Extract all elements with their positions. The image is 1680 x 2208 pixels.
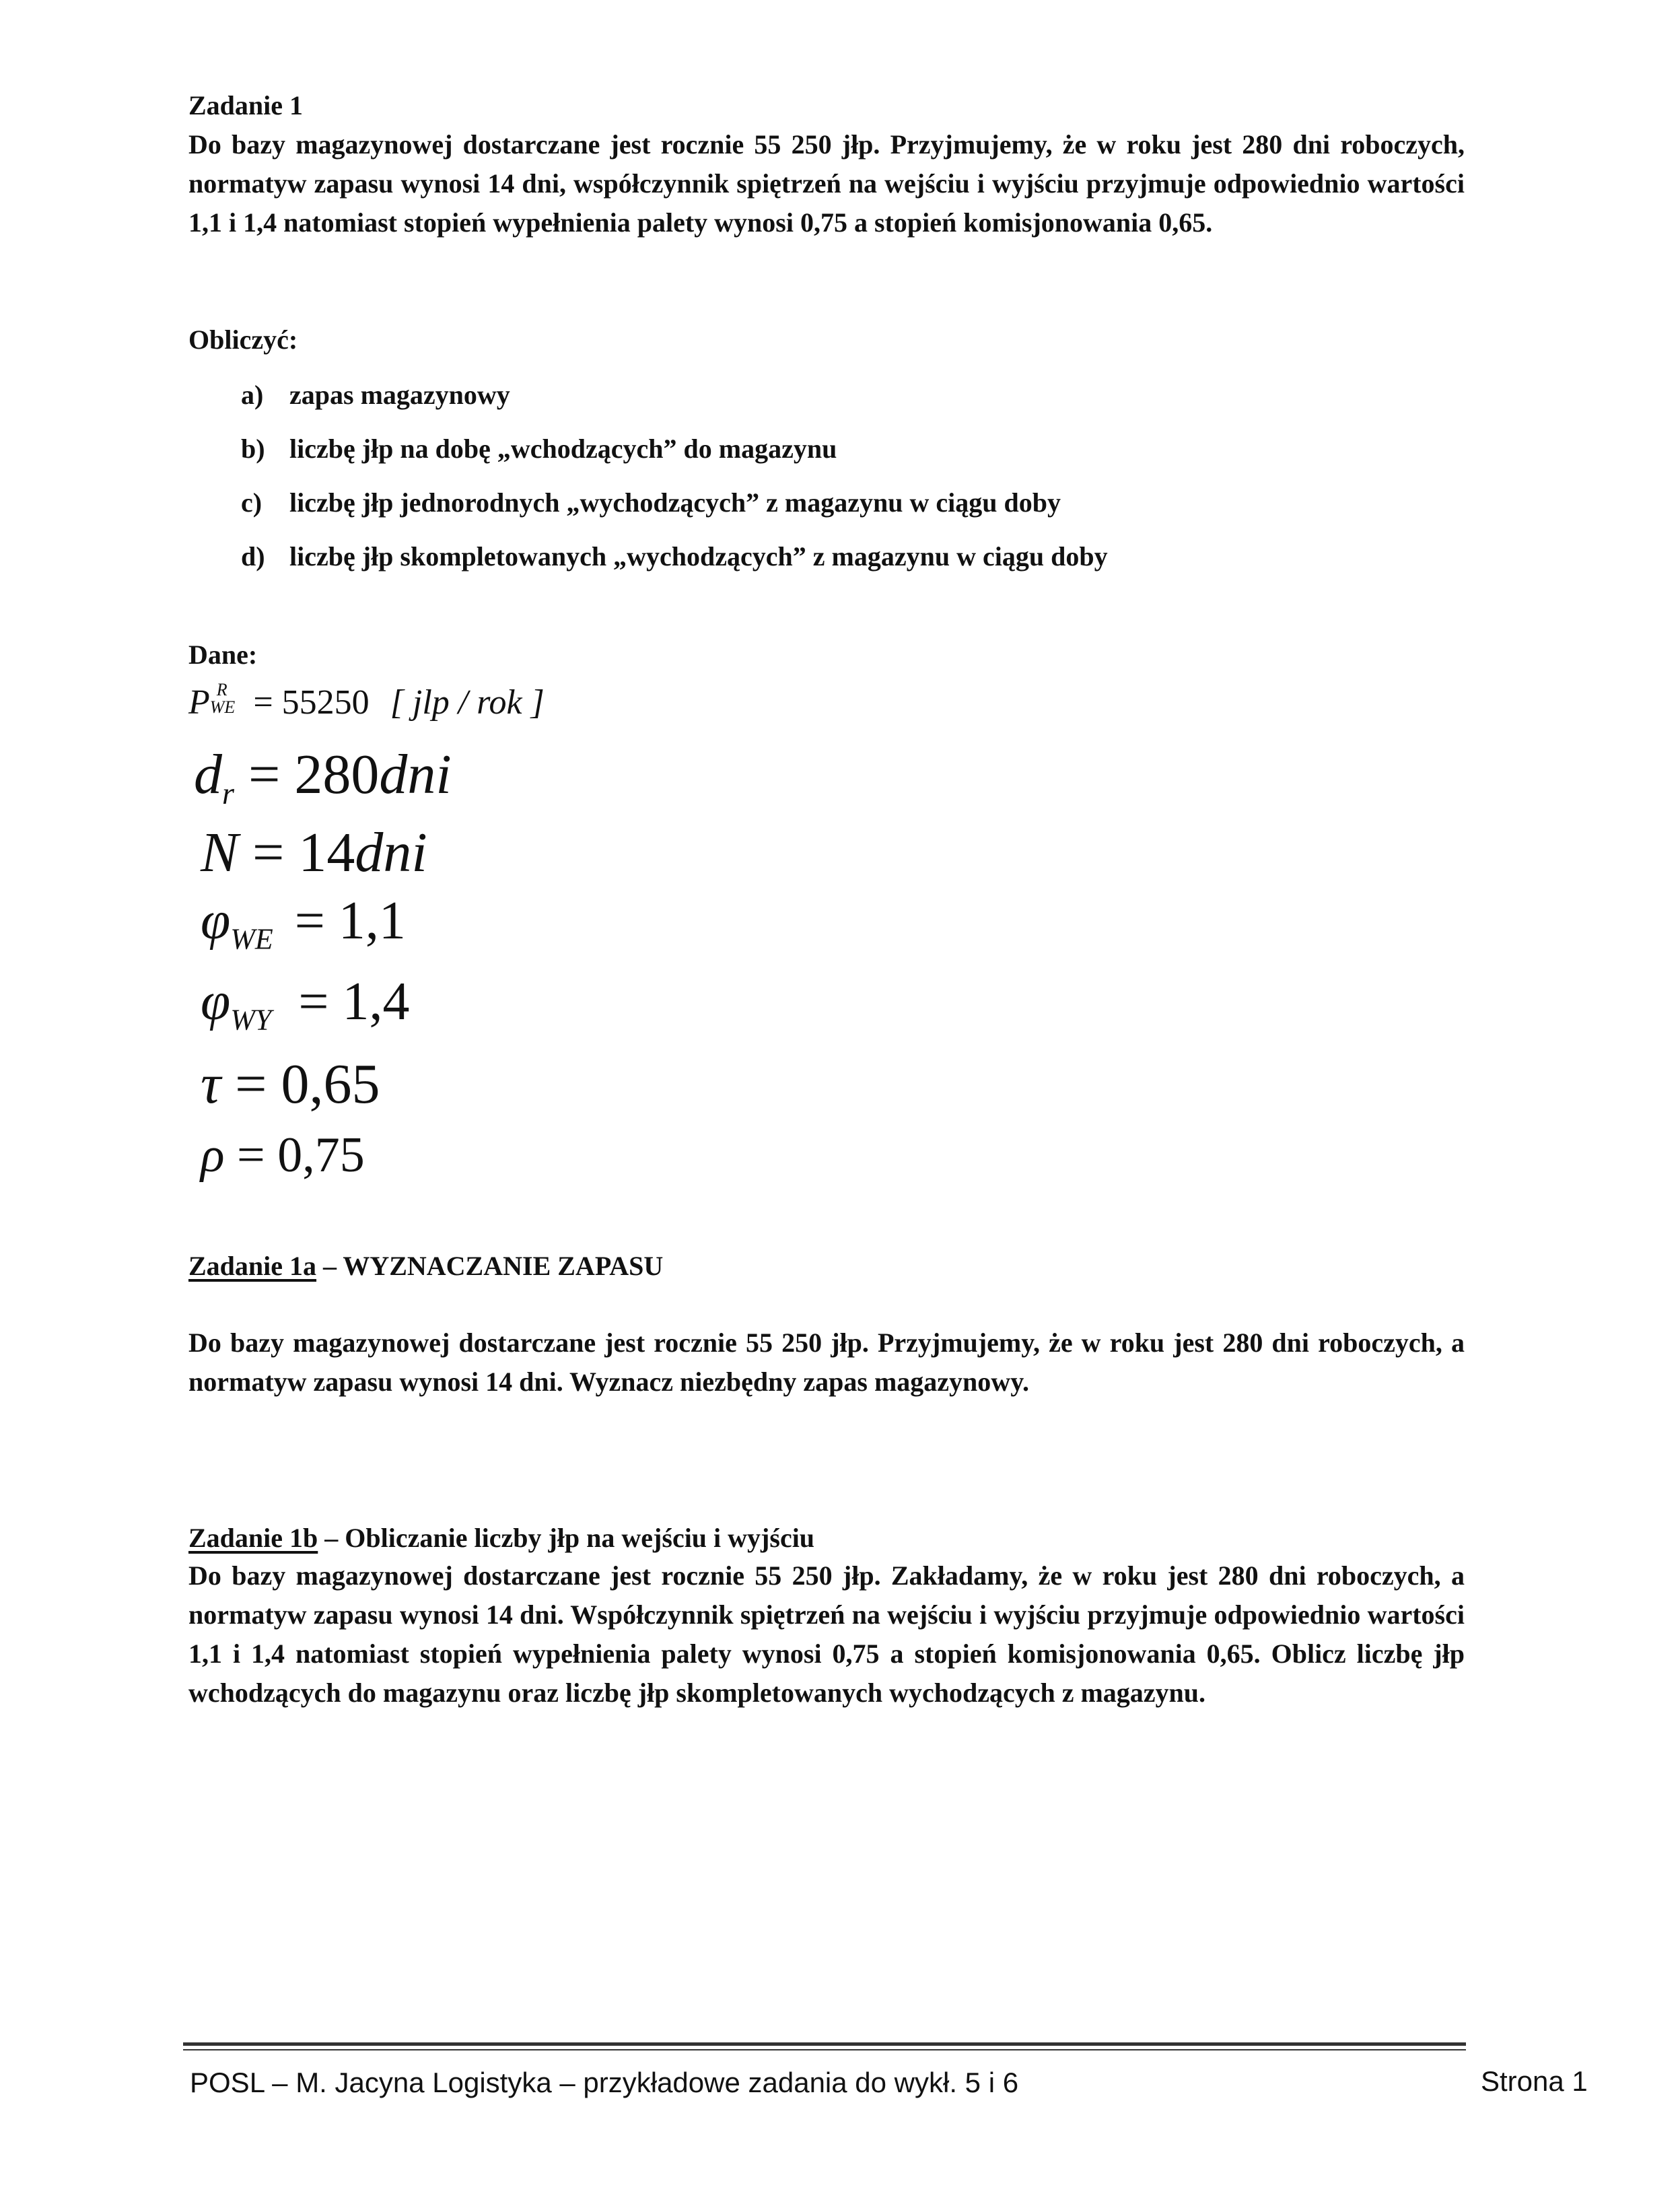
list-text: liczbę jłp jednorodnych „wychodzących” z magazynu w ciągu doby bbox=[289, 487, 1061, 518]
formula-phi-wy: $\varphi_{WY} = 1,4$ bbox=[201, 972, 410, 1037]
given-heading: Dane: bbox=[188, 640, 258, 670]
list-item bbox=[241, 429, 1108, 469]
task1a-title: Zadanie 1a bbox=[188, 1251, 317, 1281]
task1a-heading bbox=[188, 1247, 663, 1286]
list-item bbox=[241, 537, 1108, 576]
formula-phi-we: $\varphi_{WE} = 1,1$ bbox=[201, 891, 406, 956]
formula-rho: ρ = 0,75 bbox=[201, 1128, 365, 1183]
task1-title: Zadanie 1 bbox=[188, 90, 304, 120]
calc-heading: Obliczyć: bbox=[188, 324, 298, 355]
task1b-subtitle: – Obliczanie liczby jłp na wejściu i wyjściu bbox=[318, 1523, 815, 1553]
list-text: liczbę jłp skompletowanych „wychodzących” z magazynu w ciągu doby bbox=[289, 541, 1108, 572]
footer-rule-bottom bbox=[183, 2049, 1466, 2050]
task1b-title: Zadanie 1b bbox=[188, 1523, 318, 1553]
list-text: liczbę jłp na dobę „wchodzących” do magazynu bbox=[289, 434, 837, 464]
calc-list bbox=[241, 376, 1108, 576]
task1a-body: Do bazy magazynowej dostarczane jest rocznie 55 250 jłp. Przyjmujemy, że w roku jest 280 dni roboczych, a normatyw zapasu wynosi 14 dni. Wyznacz niezbędny zapas magazynowy. bbox=[188, 1327, 1465, 1397]
list-marker: d) bbox=[241, 541, 265, 572]
footer-left: POSL – M. Jacyna Logistyka – przykładowe zadania do wykł. 5 i 6 bbox=[190, 2067, 1019, 2098]
list-marker: b) bbox=[241, 434, 265, 464]
list-item bbox=[241, 483, 1108, 522]
footer-rule-top bbox=[183, 2042, 1466, 2046]
task1-body: Do bazy magazynowej dostarczane jest rocznie 55 250 jłp. Przyjmujemy, że w roku jest 280 dni roboczych, normatyw zapasu wynosi 14 dni, współczynnik spiętrzeń na wejściu i wyjściu przyjmuje odpowiednio wartości 1,1 i 1,4 natomiast stopień wypełnienia palety wynosi 0,75 a stopień komisjonowania 0,65. bbox=[188, 129, 1465, 238]
list-marker: a) bbox=[241, 380, 264, 410]
formula-d: $d_r = 280dni$ bbox=[194, 743, 452, 811]
formula-tau: τ = 0,65 bbox=[201, 1053, 380, 1115]
task1b-body: Do bazy magazynowej dostarczane jest rocznie 55 250 jłp. Zakładamy, że w roku jest 280 dni roboczych, a normatyw zapasu wynosi 14 dni. Współczynnik spiętrzeń na wejściu i wyjściu przyjmuje odpowiednio wartości 1,1 i 1,4 natomiast stopień wypełnienia palety wynosi 0,75 a stopień komisjonowania 0,65. Oblicz liczbę jłp wchodzących do magazynu oraz liczbę jłp skompletowanych wychodzących z magazynu. bbox=[188, 1560, 1465, 1708]
task1a-subtitle: – WYZNACZANIE ZAPASU bbox=[316, 1251, 664, 1281]
list-text: zapas magazynowy bbox=[289, 380, 510, 410]
list-item bbox=[241, 376, 1108, 415]
formula-p: P R WE = 55250 [ jlp / rok ] bbox=[188, 680, 545, 722]
list-marker: c) bbox=[241, 487, 262, 518]
page-number: Strona 1 bbox=[1481, 2065, 1588, 2097]
task1b-heading bbox=[188, 1519, 814, 1558]
formula-n: N = 14dni bbox=[201, 821, 427, 884]
